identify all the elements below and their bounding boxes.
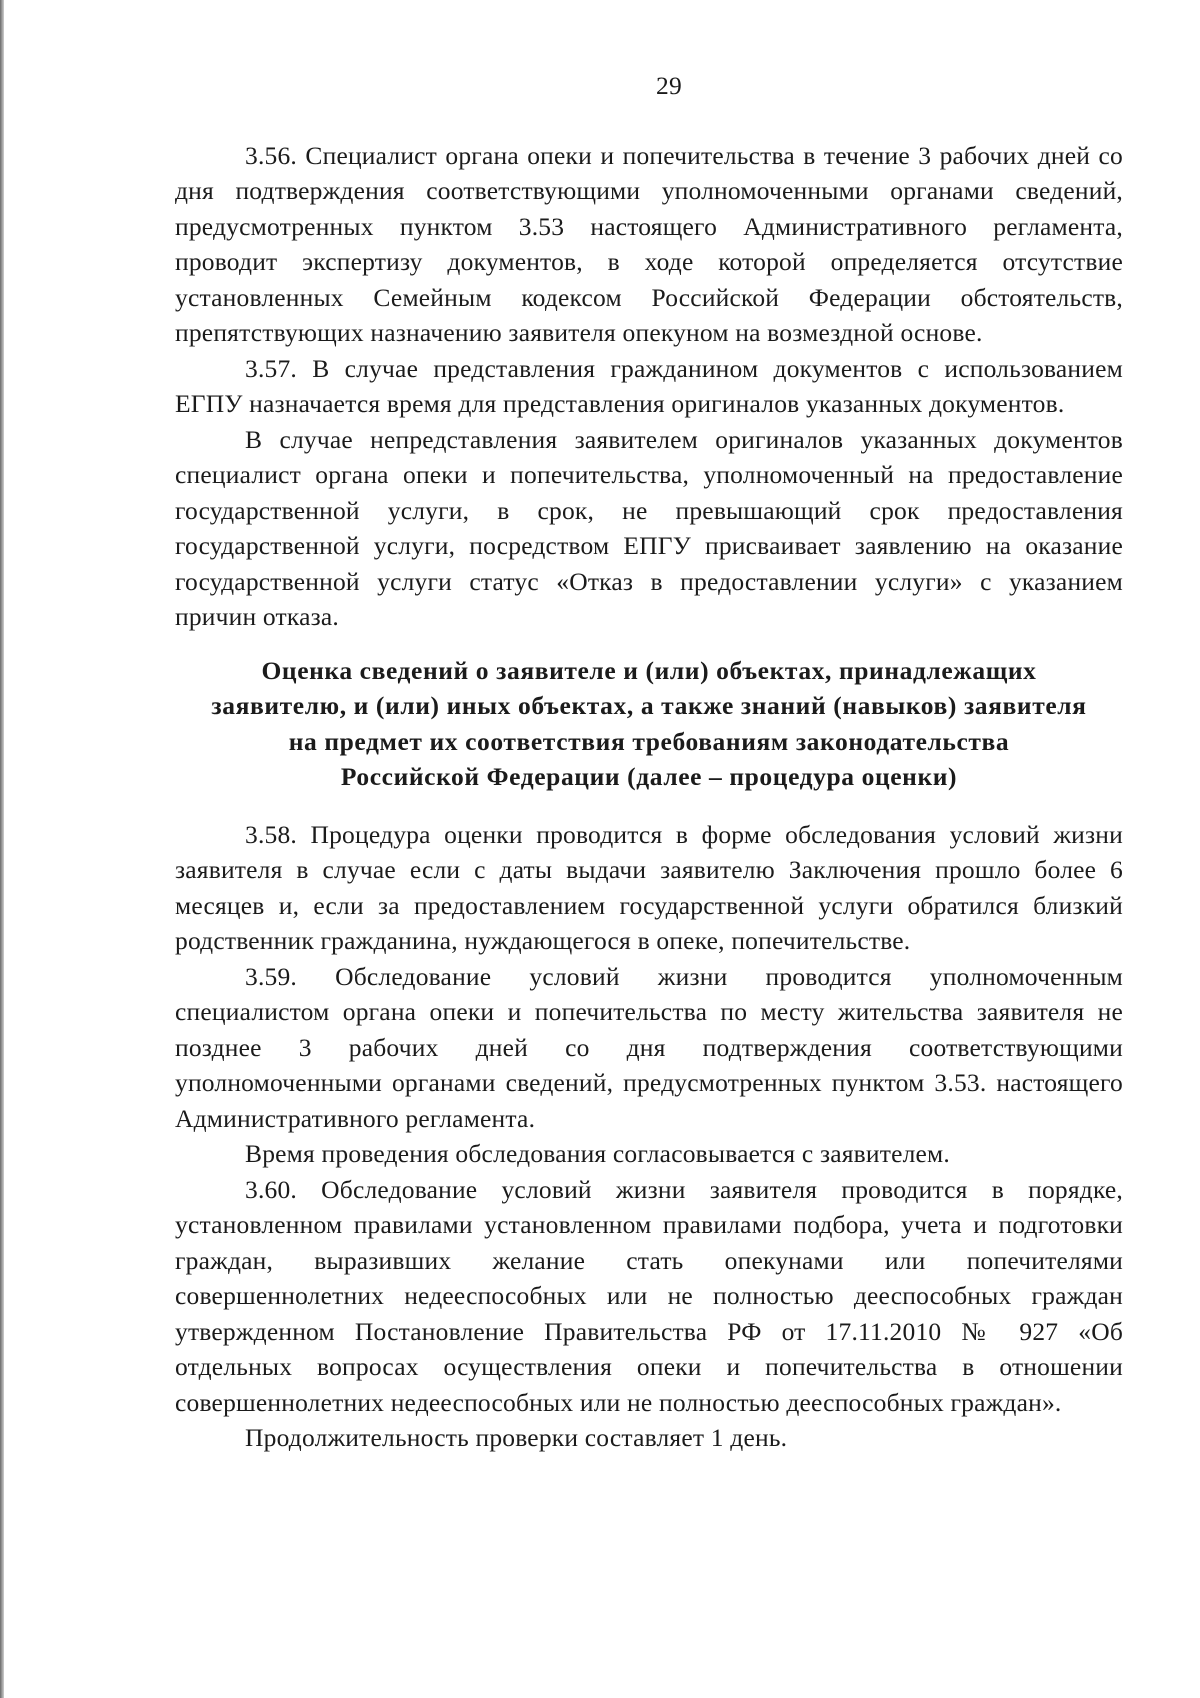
scan-edge [0,0,4,1698]
section-heading-line: заявителю, и (или) иных объектах, а также знаний (навыков) заявителя [211,691,1087,720]
paragraph-3-58: 3.58. Процедура оценки проводится в форме обследования условий жизни заявителя в случае если с даты выдачи заявителю Заключения прошло более 6 месяцев и, если за предоставлением государственной услуги обратился близкий родственник гражданина, нуждающегося в опеке, попечительстве. [175,819,1123,955]
section-heading-line: на предмет их соответствия требованиям законодательства [288,726,1010,756]
paragraph-originals-refusal: В случае непредставления заявителем оригиналов указанных документов специалист органа опеки и попечительства, уполномоченный на предоставление государственной услуги, в срок, не превышающий срок предоставления государственной услуги, посредством ЕПГУ присваивает заявлению на оказание государственной услуги статус «Отказ в предоставлении услуги» с указанием причин отказа. [175,424,1123,631]
page-number: 29 [656,71,682,100]
paragraph-duration: Продолжительность проверки составляет 1 день. [245,1423,788,1452]
paragraph-3-60: 3.60. Обследование условий жизни заявителя проводится в порядке, установленном правилами установленном правилами подбора, учета и подготовки граждан, выразивших желание стать опекунами или попечителями совершеннолетних недееспособных или не полностью дееспособных граждан утвержденном Постановление Правительства РФ от 17.11.2010 № 927 «Об отдельных вопросах осуществления опеки и попечительства в отношении совершеннолетних недееспособных или не полностью дееспособных граждан». [175,1174,1123,1417]
paragraph-3-56: 3.56. Специалист органа опеки и попечительства в течение 3 рабочих дней со дня подтверждения соответствующими уполномоченными органами сведений, предусмотренных пунктом 3.53 настоящего Административного регламента, проводит экспертизу документов, в ходе которой определяется отсутствие установленных Семейным кодексом Российской Федерации обстоятельств, препятствующих назначению заявителя опекуном на возмездной основе. [175,140,1123,347]
document-page [175,60,1123,1456]
section-heading-line: Российской Федерации (далее – процедура оценки) [340,762,958,791]
paragraph-3-57: 3.57. В случае представления гражданином документов с использованием ЕГПУ назначается время для представления оригиналов указанных документов. [175,353,1123,418]
paragraph-inspection-time: Время проведения обследования согласовывается с заявителем. [245,1139,950,1168]
paragraph-3-59: 3.59. Обследование условий жизни проводится уполномоченным специалистом органа опеки и попечительства по месту жительства заявителя не позднее 3 рабочих дней со дня подтверждения соответствующими уполномоченными органами сведений, предусмотренных пунктом 3.53. настоящего Административного регламента. [175,961,1123,1133]
section-heading [175,653,1123,795]
section-heading-line: Оценка сведений о заявителе и (или) объектах, принадлежащих [261,655,1037,685]
